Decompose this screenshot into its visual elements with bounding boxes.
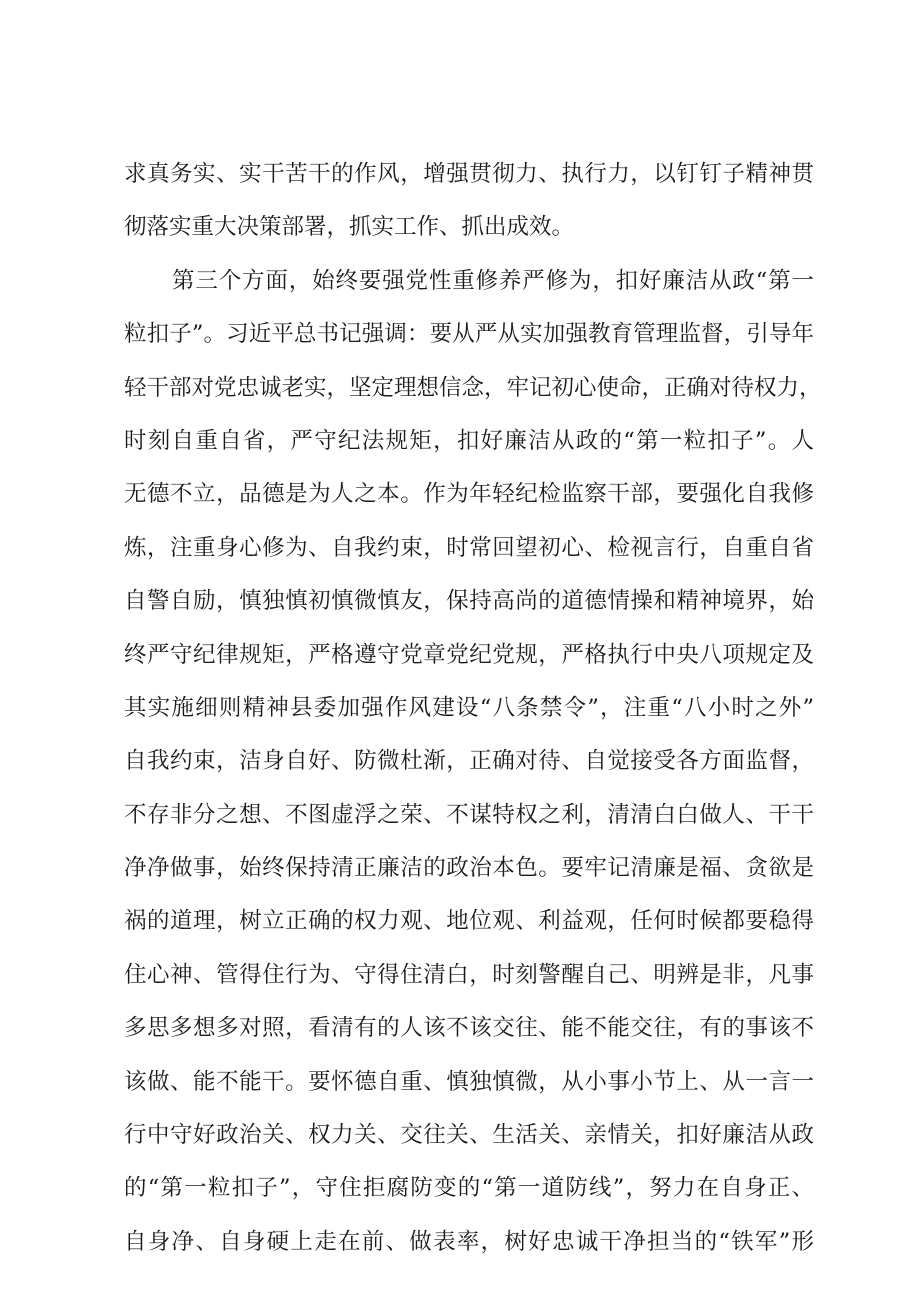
body-text <box>124 155 822 1276</box>
text-line: 轻干部对党忠诚老实，坚定理想信念，牢记初心使命，正确对待权力， <box>124 374 822 401</box>
text-line: 时刻自重自省，严守纪法规矩，扣好廉洁从政的“第一粒扣子”。人 <box>124 427 814 454</box>
text-line: 住心神、管得住行为、守得住清白，时刻警醒自己、明辨是非，凡事 <box>124 961 814 988</box>
text-line: 终严守纪律规矩，严格遵守党章党纪党规，严格执行中央八项规定及 <box>124 641 814 668</box>
text-line: 炼，注重身心修为、自我约束，时常回望初心、检视言行，自重自省 <box>124 534 814 561</box>
text-line: 祸的道理，树立正确的权力观、地位观、利益观，任何时候都要稳得 <box>124 908 814 935</box>
text-line: 无德不立，品德是为人之本。作为年轻纪检监察干部，要强化自我修 <box>124 481 814 508</box>
text-line: 净净做事，始终保持清正廉洁的政治本色。要牢记清廉是福、贪欲是 <box>124 855 814 882</box>
text-line: 该做、能不能干。要怀德自重、慎独慎微，从小事小节上、从一言一 <box>124 1068 814 1095</box>
text-line: 自身净、自身硬上走在前、做表率，树好忠诚干净担当的“铁军”形 <box>124 1228 814 1255</box>
text-line: 的“第一粒扣子”，守住拒腐防变的“第一道防线”，努力在自身正、 <box>124 1175 814 1202</box>
text-line: 粒扣子”。习近平总书记强调：要从严从实加强教育管理监督，引导年 <box>124 321 814 348</box>
text-line: 其实施细则精神县委加强作风建设“八条禁令”，注重“八小时之外” <box>124 694 814 721</box>
text-line: 彻落实重大决策部署，抓实工作、抓出成效。 <box>124 214 575 241</box>
text-line: 不存非分之想、不图虚浮之荣、不谋特权之利，清清白白做人、干干 <box>124 801 814 828</box>
text-line: 行中守好政治关、权力关、交往关、生活关、亲情关，扣好廉洁从政 <box>124 1122 814 1149</box>
text-line: 多思多想多对照，看清有的人该不该交往、能不能交往，有的事该不 <box>124 1015 814 1042</box>
text-line: 求真务实、实干苦干的作风，增强贯彻力、执行力，以钉钉子精神贯 <box>124 161 814 187</box>
text-line: 自我约束，洁身自好、防微杜渐，正确对待、自觉接受各方面监督， <box>124 748 814 775</box>
text-line: 自警自励，慎独慎初慎微慎友，保持高尚的道德情操和精神境界，始 <box>124 588 814 615</box>
paragraph-first-line: 第三个方面，始终要强党性重修养严修为，扣好廉洁从政“第一 <box>172 267 814 294</box>
